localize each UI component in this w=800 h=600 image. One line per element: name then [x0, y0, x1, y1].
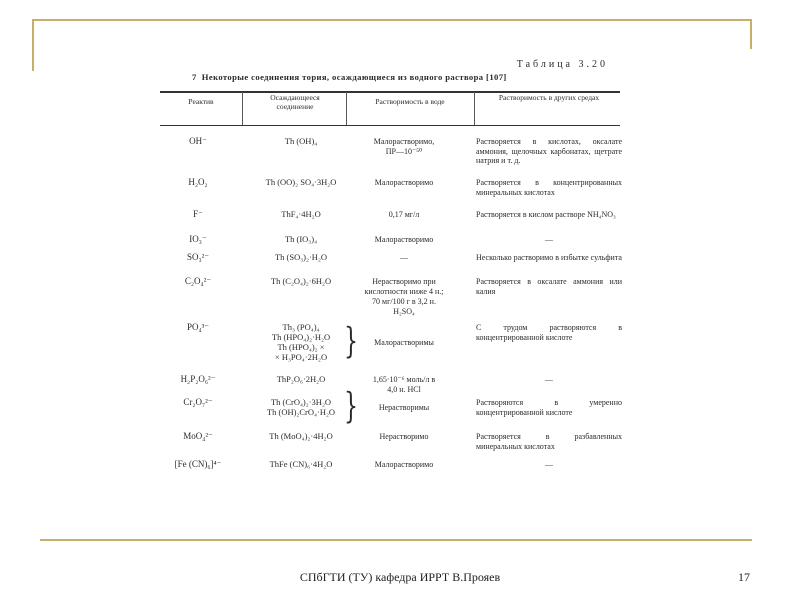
left-border-line [32, 19, 34, 71]
cell-other-solubility: — [545, 235, 553, 244]
header-reagent: Реактив [188, 97, 214, 106]
cell-reagent: F⁻ [193, 209, 203, 219]
cell-water-solubility: Малорастворимо [374, 178, 434, 187]
cell-water-solubility: H₂SO₄ [393, 307, 415, 316]
cell-other-solubility: Растворяется в концентрированных минеральных кислотах [476, 178, 622, 197]
cell-compound: Th (CrO₄)₂·3H₂O [270, 397, 332, 407]
cell-water-solubility: Малорастворимо [374, 460, 434, 469]
header-compound: Осаждающееся соединение [270, 93, 320, 111]
footer-text: СПбГТИ (ТУ) кафедра ИРРТ В.Прояев [299, 570, 501, 584]
cell-other-solubility: Растворяется в кислом растворе NH₄NO₃ [476, 210, 616, 219]
cell-compound: Th₃ (PO₄)₄ [282, 322, 320, 332]
cell-reagent: SO₃²⁻ [186, 252, 210, 262]
cell-compound: Th (MoO₄)₂·4H₂O [269, 431, 333, 441]
cell-compound: Th (HPO₄)₂·H₂O [271, 332, 331, 342]
cell-reagent: IO₃⁻ [189, 234, 207, 244]
cell-compound: Th (OH)₂CrO₄·H₂O [266, 407, 336, 417]
header-separator [242, 92, 243, 125]
cell-reagent: Cr₂O₇²⁻ [183, 397, 213, 407]
brace-symbol: } [344, 322, 358, 363]
top-border-line [32, 19, 752, 21]
brace-symbol: } [344, 387, 358, 428]
cell-water-solubility: Малорастворимы [374, 338, 434, 347]
footer-divider [40, 539, 752, 541]
cell-other-solubility: Несколько растворимо в избытке сульфита [476, 253, 622, 262]
cell-water-solubility: 0,17 мг/л [388, 210, 420, 219]
cell-reagent: MoO₄²⁻ [183, 431, 213, 441]
cell-compound: ThP₂O₆·2H₂O [276, 374, 326, 384]
header-water: Растворимость в воде [375, 97, 445, 106]
cell-water-solubility: кислотности ниже 4 н.; [364, 287, 444, 296]
cell-compound: ThFe (CN)₆·4H₂O [269, 459, 333, 469]
cell-water-solubility: Нерастворимы [378, 403, 430, 412]
cell-other-solubility: — [545, 460, 553, 469]
cell-water-solubility: Малорастворимо [374, 235, 434, 244]
cell-compound: ThF₄·4H₂O [281, 209, 321, 219]
cell-other-solubility: С трудом растворяются в концентрированной кислоте [476, 323, 622, 342]
cell-reagent: OH⁻ [189, 136, 207, 146]
cell-other-solubility: Растворяется в разбавленных минеральных кислотах [476, 432, 622, 451]
cell-reagent: PO₄³⁻ [186, 322, 210, 332]
header-separator [474, 92, 475, 125]
right-border-line [750, 19, 752, 49]
header-other-media: Растворимость в других средах [498, 93, 600, 102]
cell-water-solubility: — [400, 253, 408, 262]
cell-water-solubility: 1,65·10⁻⁶ моль/л в [372, 375, 436, 384]
cell-compound: Th (OO)₂ SO₄·3H₂O [265, 177, 337, 187]
cell-water-solubility: Нерастворимо [379, 432, 429, 441]
cell-water-solubility: 4,0 н. HCl [387, 385, 421, 394]
table-caption: 7 Некоторые соединения тория, осаждающиеся из водного раствора [107] [192, 72, 507, 82]
cell-reagent: C₂O₄²⁻ [184, 276, 212, 286]
cell-compound: × H₃PO₄·2H₂O [274, 352, 328, 362]
cell-other-solubility: Растворяется в кислотах, оксалате аммония, щелочных карбонатах, щетрате натрия и т. д. [476, 137, 622, 166]
cell-compound: Th (C₂O₄)₂·6H₂O [270, 276, 332, 286]
cell-compound: Th (SO₃)₂·H₂O [274, 252, 328, 262]
scanned-table [160, 55, 620, 485]
cell-reagent: H₂P₂O₆²⁻ [180, 374, 216, 384]
cell-water-solubility: Малорастворимо, [373, 137, 435, 146]
table-number: Таблица 3.20 [516, 59, 608, 70]
cell-compound: Th (OH)₄ [284, 136, 318, 146]
cell-water-solubility: Нерастворимо при [372, 277, 436, 286]
table-header-rule [160, 125, 620, 126]
cell-reagent: H₂O₂ [188, 177, 208, 187]
cell-water-solubility: 70 мг/100 г в 3,2 н. [372, 297, 436, 306]
cell-other-solubility: Растворяется в оксалате аммония или калия [476, 277, 622, 296]
cell-other-solubility: Растворяются в умеренно концентрированной кислоте [476, 398, 622, 417]
cell-reagent: [Fe (CN)₆]⁴⁻ [174, 459, 222, 469]
page-number: 17 [738, 570, 750, 584]
cell-other-solubility: — [545, 375, 553, 384]
cell-water-solubility: ПР—10⁻⁵⁰ [385, 147, 423, 156]
cell-compound: Th (HPO₄)₂ × [277, 342, 325, 352]
cell-compound: Th (IO₃)₄ [284, 234, 318, 244]
